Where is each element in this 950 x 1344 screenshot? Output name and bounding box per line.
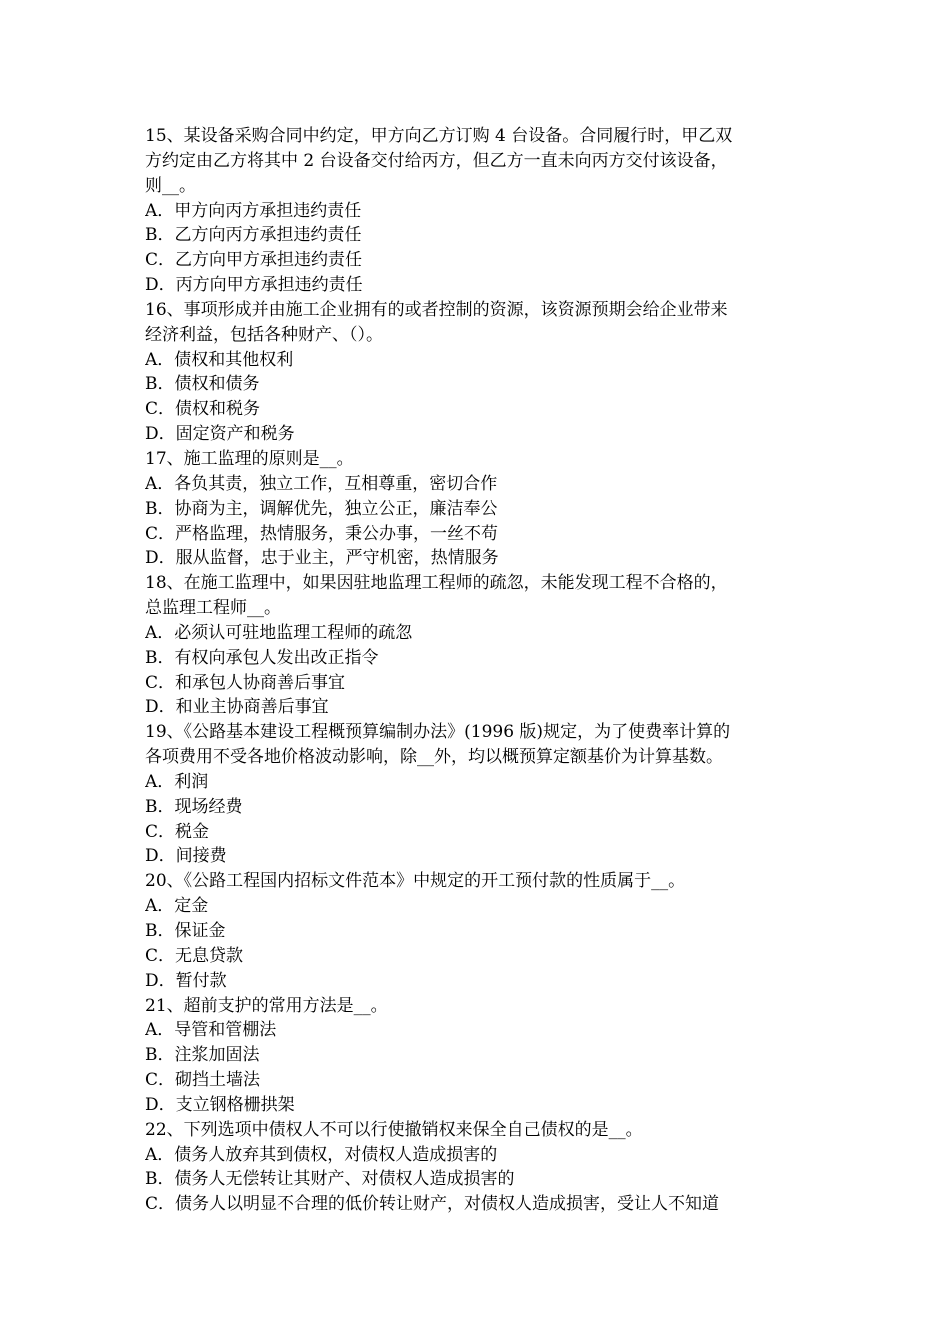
option-a: A．利润 xyxy=(145,771,209,792)
question-text-line: 16、事项形成并由施工企业拥有的或者控制的资源，该资源预期会给企业带来 xyxy=(145,299,728,320)
question-text-line: 19、《公路基本建设工程概预算编制办法》(1996 版)规定，为了使费率计算的 xyxy=(145,722,731,743)
question-21 xyxy=(145,994,810,1118)
option-a: A．定金 xyxy=(145,896,209,917)
option-d: D．暂付款 xyxy=(145,970,227,991)
question-text-line: 经济利益，包括各种财产、（）。 xyxy=(145,324,383,345)
question-16 xyxy=(145,298,810,447)
question-text-line: 20、《公路工程国内招标文件范本》中规定的开工预付款的性质属于__。 xyxy=(145,871,686,892)
option-a: A．债权和其他权利 xyxy=(145,349,294,370)
question-text-line: 22、下列选项中债权人不可以行使撤销权来保全自己债权的是__。 xyxy=(145,1119,643,1140)
option-a: A．必须认可驻地监理工程师的疏忽 xyxy=(145,622,413,643)
option-b: B．乙方向丙方承担违约责任 xyxy=(145,225,362,246)
option-c: C．税金 xyxy=(145,821,210,842)
question-text-line: 15、某设备采购合同中约定，甲方向乙方订购 4 台设备。合同履行时，甲乙双 xyxy=(145,126,733,146)
question-20 xyxy=(145,869,810,993)
question-text-line: 方约定由乙方将其中 2 台设备交付给丙方，但乙方一直未向丙方交付该设备， xyxy=(145,150,728,171)
option-a: A．债务人放弃其到债权，对债权人造成损害的 xyxy=(145,1144,498,1165)
option-b: B．保证金 xyxy=(145,921,226,941)
option-a: A．导管和管棚法 xyxy=(145,1020,277,1041)
option-a: A．各负其责，独立工作，互相尊重，密切合作 xyxy=(145,473,498,494)
document-page xyxy=(145,124,810,1217)
option-c: C．债务人以明显不合理的低价转让财产，对债权人造成损害，受让人不知道 xyxy=(145,1194,720,1215)
question-15 xyxy=(145,124,810,298)
question-17 xyxy=(145,447,810,571)
question-19 xyxy=(145,720,810,869)
option-d: D．丙方向甲方承担违约责任 xyxy=(145,275,363,296)
option-c: C．债权和税务 xyxy=(145,399,261,420)
option-a: A．甲方向丙方承担违约责任 xyxy=(145,200,362,221)
option-c: C．砌挡土墙法 xyxy=(145,1070,261,1091)
option-b: B．注浆加固法 xyxy=(145,1045,260,1066)
question-text-line: 则__。 xyxy=(145,175,196,196)
option-b: B．债务人无偿转让其财产、对债权人造成损害的 xyxy=(145,1169,515,1190)
question-text-line: 21、超前支护的常用方法是__。 xyxy=(145,995,388,1016)
option-b: B．协商为主，调解优先，独立公正，廉洁奉公 xyxy=(145,498,498,519)
option-d: D．服从监督，忠于业主，严守机密，热情服务 xyxy=(145,548,499,569)
option-b: B．现场经费 xyxy=(145,796,243,817)
question-text-line: 17、施工监理的原则是__。 xyxy=(145,448,354,469)
option-d: D．间接费 xyxy=(145,846,227,867)
question-text-line: 18、在施工监理中，如果因驻地监理工程师的疏忽，未能发现工程不合格的， xyxy=(145,573,728,594)
option-d: D．支立钢格栅拱架 xyxy=(145,1094,295,1115)
option-d: D．和业主协商善后事宜 xyxy=(145,697,329,718)
option-c: C．乙方向甲方承担违约责任 xyxy=(145,250,363,271)
question-text-line: 各项费用不受各地价格波动影响，除__外，均以概预算定额基价为计算基数。 xyxy=(145,747,723,768)
option-c: C．严格监理，热情服务，秉公办事，一丝不苟 xyxy=(145,523,499,544)
option-b: B．有权向承包人发出改正指令 xyxy=(145,647,379,668)
option-c: C．和承包人协商善后事宜 xyxy=(145,672,346,693)
option-d: D．固定资产和税务 xyxy=(145,424,295,445)
question-22 xyxy=(145,1118,810,1217)
question-text-line: 总监理工程师__。 xyxy=(145,598,281,619)
option-b: B．债权和债务 xyxy=(145,374,260,395)
option-c: C．无息贷款 xyxy=(145,945,244,966)
question-18 xyxy=(145,571,810,720)
